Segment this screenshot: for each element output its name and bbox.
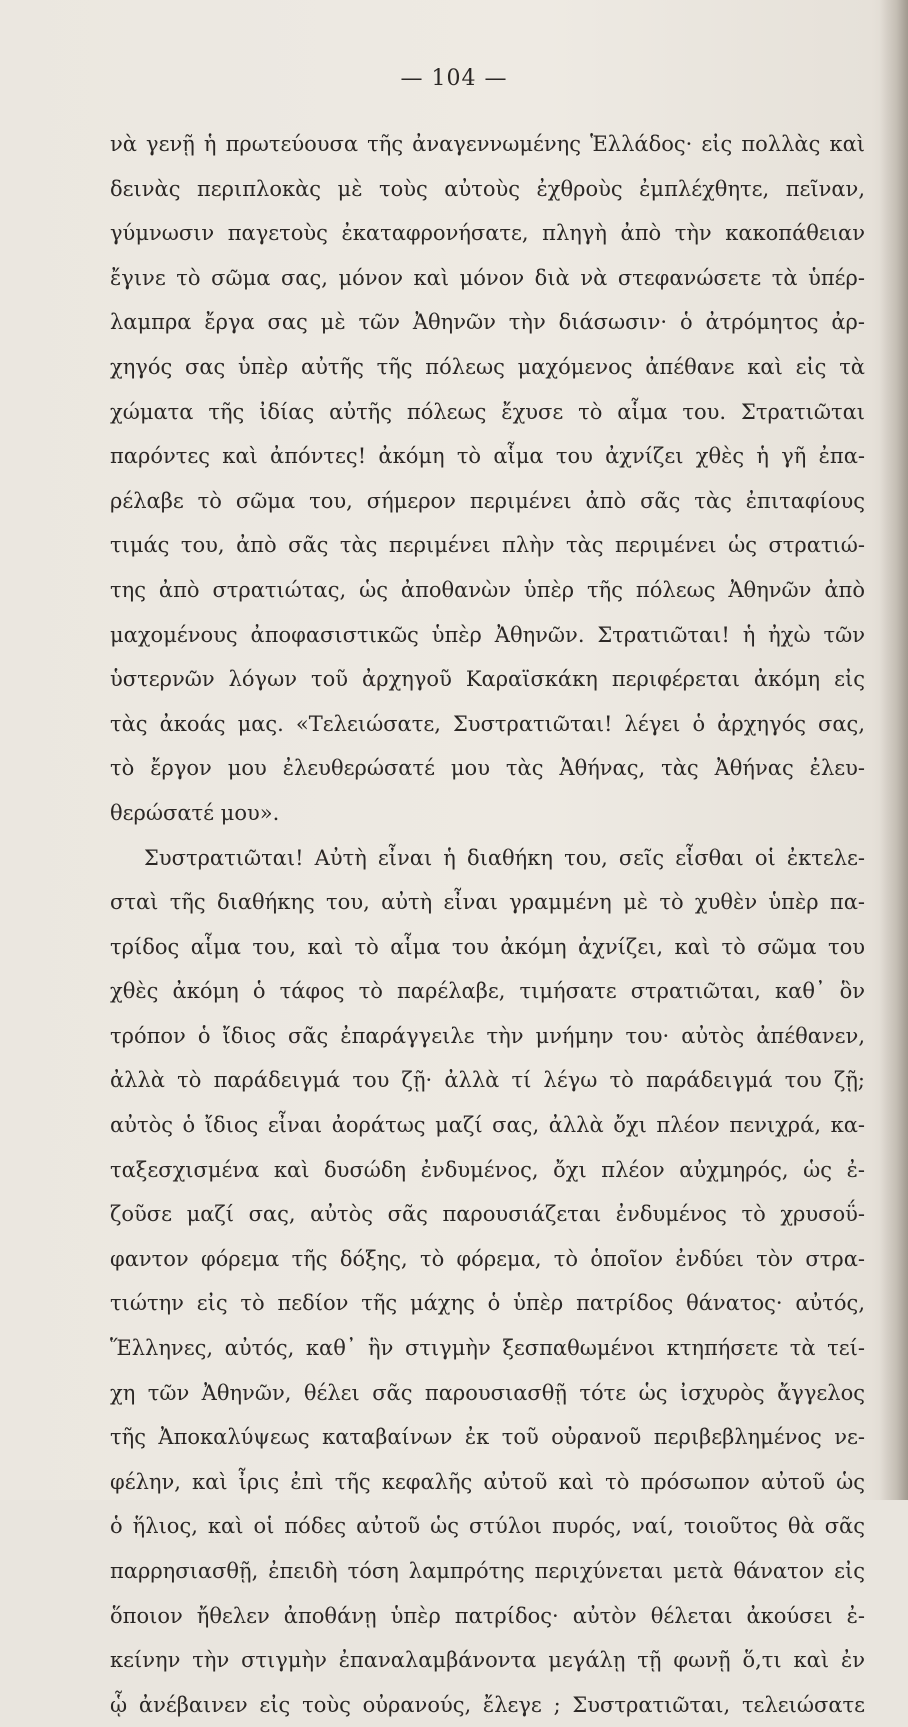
text-line: ἀλλὰ τὸ παράδειγμά του ζῇ· ἀλλὰ τί λέγω τὸ παράδειγμά του ζῇ; — [110, 1068, 865, 1093]
text-line: μαχομένους ἀποφασιστικῶς ὑπὲρ Ἀθηνῶν. Στρατιῶται! ἡ ἠχὼ τῶν — [110, 622, 865, 647]
text-line: σταὶ τῆς διαθήκης του, αὐτὴ εἶναι γραμμένη μὲ τὸ χυθὲν ὑπὲρ πα- — [110, 890, 865, 915]
text-line: δεινὰς περιπλοκὰς μὲ τοὺς αὐτοὺς ἐχθροὺς ἐμπλέχθητε, πεῖναν, — [110, 176, 865, 201]
text-line: τὰς ἀκοάς μας. «Τελειώσατε, Συστρατιῶται! λέγει ὁ ἀρχηγός σας, — [110, 711, 865, 736]
text-line: παρρησιασθῇ, ἐπειδὴ τόση λαμπρότης περιχύνεται μετὰ θάνατον εἰς — [110, 1559, 865, 1583]
text-line: χηγός σας ὑπὲρ αὐτῆς τῆς πόλεως μαχόμενος ἀπέθανε καὶ εἰς τὰ — [110, 354, 865, 379]
text-line: ρέλαβε τὸ σῶμα του, σήμερον περιμένει ἀπὸ σᾶς τὰς ἐπιταφίους — [110, 488, 865, 513]
text-line: κείνην τὴν στιγμὴν ἐπαναλαμβάνοντα μεγάλῃ τῇ φωνῇ ὅ,τι καὶ ἐν — [110, 1648, 865, 1673]
text-line: αὐτὸς ὁ ἴδιος εἶναι ἀοράτως μαζί σας, ἀλλὰ ὄχι πλέον πενιχρά, κα- — [110, 1113, 865, 1138]
text-line: χθὲς ἀκόμη ὁ τάφος τὸ παρέλαβε, τιμήσατε στρατιῶται, καθ᾽ ὃν — [110, 979, 865, 1004]
text-line: τῆς Ἀποκαλύψεως καταβαίνων ἐκ τοῦ οὐρανοῦ περιβεβλημένος νε- — [110, 1425, 865, 1450]
text-line: γύμνωσιν παγετοὺς ἐκαταφρονήσατε, πληγὴ ἀπὸ τὴν κακοπάθειαν — [110, 221, 865, 246]
text-line: τρόπον ὁ ἴδιος σᾶς ἐπαράγγειλε τὴν μνήμην του· αὐτὸς ἀπέθανεν, — [110, 1023, 865, 1048]
text-line: ὅποιον ἤθελεν ἀποθάνῃ ὑπὲρ πατρίδος· αὐτὸν θέλεται ἀκούσει ἐ- — [110, 1603, 865, 1628]
text-line: ταξεσχισμένα καὶ δυσώδη ἐνδυμένος, ὄχι πλέον αὐχμηρός, ὡς ἐ- — [110, 1157, 865, 1182]
text-line: τρίδος αἷμα του, καὶ τὸ αἷμα του ἀκόμη ἀχνίζει, καὶ τὸ σῶμα του — [110, 934, 865, 959]
text-line: παρόντες καὶ ἀπόντες! ἀκόμη τὸ αἷμα του ἀχνίζει χθὲς ἡ γῆ ἐπα- — [110, 444, 865, 469]
text-line: τὸ ἔργον μου ἐλευθερώσατέ μου τὰς Ἀθήνας, τὰς Ἀθήνας ἐλευ- — [110, 756, 865, 781]
body-text — [110, 122, 865, 1727]
text-line: ᾧ ἀνέβαινεν εἰς τοὺς οὐρανούς, ἔλεγε ; Συστρατιῶται, τελειώσατε — [110, 1692, 865, 1717]
paragraph-start-line: Συστρατιῶται! Αὐτὴ εἶναι ἡ διαθήκη του, σεῖς εἶσθαι οἱ ἐκτελε- — [144, 845, 865, 870]
text-line: φαντον φόρεμα τῆς δόξης, τὸ φόρεμα, τὸ ὁποῖον ἐνδύει τὸν στρα- — [110, 1246, 865, 1271]
text-line: Ἕλληνες, αὐτός, καθ᾽ ἣν στιγμὴν ξεσπαθωμένοι κτηπήσετε τὰ τεί- — [110, 1336, 865, 1361]
page-number: — 104 — — [400, 66, 508, 91]
text-line: ὑστερνῶν λόγων τοῦ ἀρχηγοῦ Καραϊσκάκη περιφέρεται ἀκόμη εἰς — [110, 667, 865, 692]
text-line: θερώσατέ μου». — [110, 800, 280, 825]
text-line: ζοῦσε μαζί σας, αὐτὸς σᾶς παρουσιάζεται ἐνδυμένος τὸ χρυσοΰ- — [110, 1202, 865, 1227]
text-line: ὁ ἥλιος, καὶ οἱ πόδες αὐτοῦ ὡς στύλοι πυρός, ναί, τοιοῦτος θὰ σᾶς — [110, 1514, 865, 1539]
text-line: χώματα τῆς ἰδίας αὐτῆς πόλεως ἔχυσε τὸ αἷμα του. Στρατιῶται — [110, 399, 865, 424]
text-line: λαμπρα ἔργα σας μὲ τῶν Ἀθηνῶν τὴν διάσωσιν· ὁ ἀτρόμητος ἀρ- — [110, 310, 865, 335]
page-edge-shadow — [880, 0, 908, 1500]
text-line: νὰ γενῇ ἡ πρωτεύουσα τῆς ἀναγεννωμένης Ἑλλάδος· εἰς πολλὰς καὶ — [110, 132, 865, 156]
text-line: τιώτην εἰς τὸ πεδίον τῆς μάχης ὁ ὑπὲρ πατρίδος θάνατος· αὐτός, — [110, 1291, 865, 1316]
text-line: της ἀπὸ στρατιώτας, ὡς ἀποθανὼν ὑπὲρ τῆς πόλεως Ἀθηνῶν ἀπὸ — [110, 577, 865, 602]
text-line: φέλην, καὶ ἶρις ἐπὶ τῆς κεφαλῆς αὐτοῦ καὶ τὸ πρόσωπον αὐτοῦ ὡς — [110, 1469, 865, 1494]
text-line: χη τῶν Ἀθηνῶν, θέλει σᾶς παρουσιασθῇ τότε ὡς ἰσχυρὸς ἄγγελος — [110, 1380, 865, 1405]
text-line: τιμάς του, ἀπὸ σᾶς τὰς περιμένει πλὴν τὰς περιμένει ὡς στρατιώ- — [110, 533, 865, 558]
text-line: ἔγινε τὸ σῶμα σας, μόνον καὶ μόνον διὰ νὰ στεφανώσετε τὰ ὑπέρ- — [110, 265, 865, 290]
